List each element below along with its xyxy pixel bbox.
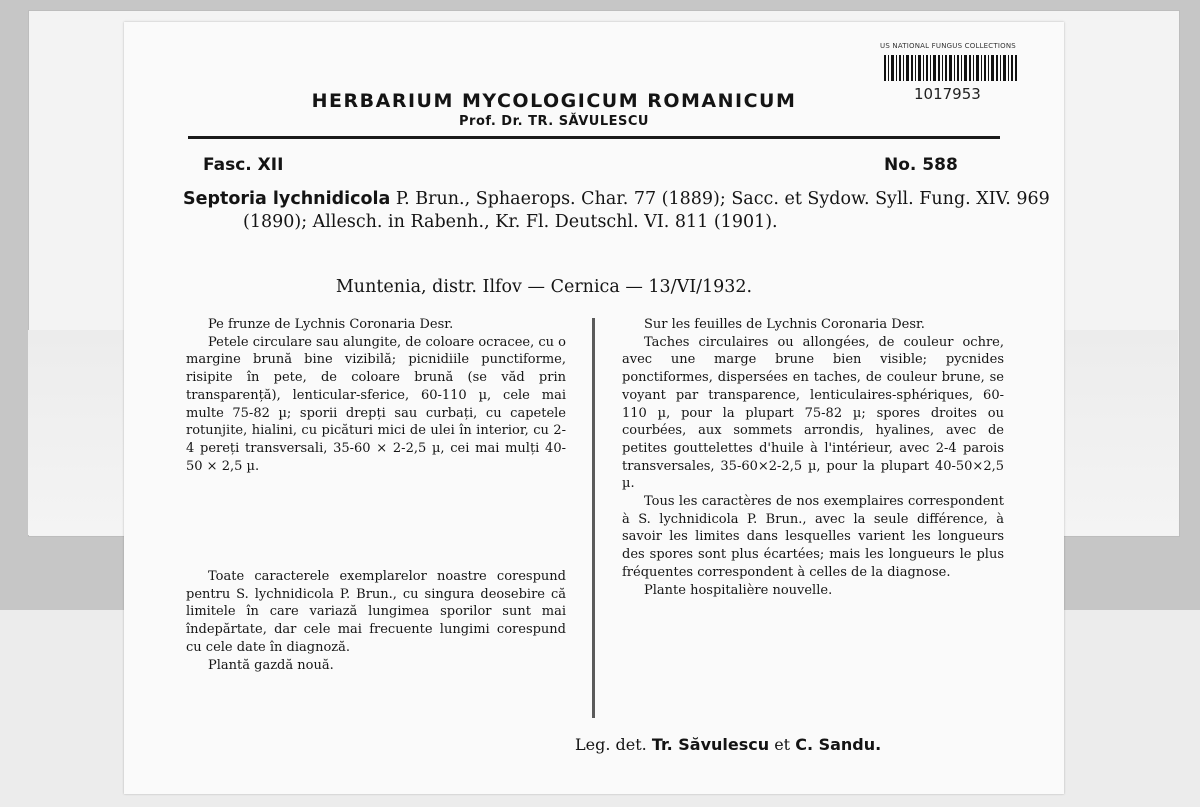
collectors-joiner: et (769, 735, 796, 754)
romanian-new-host: Plantă gazdă nouă. (208, 657, 334, 673)
fascicle-label: Fasc. XII (203, 155, 284, 175)
collectors-line (575, 735, 881, 754)
herbarium-title: HERBARIUM MYCOLOGICUM ROMANICUM (311, 90, 797, 112)
romanian-description (186, 316, 566, 475)
species-citation (183, 188, 1073, 234)
column-divider (592, 318, 595, 718)
barcode-icon (880, 53, 1020, 83)
collectors-prefix: Leg. det. (575, 735, 652, 754)
herbarium-director: Prof. Dr. TR. SĂVULESCU (459, 114, 649, 129)
romanian-remarks (186, 568, 566, 674)
locality: Muntenia, distr. Ilfov — Cernica — 13/VI/1932. (335, 277, 753, 297)
romanian-diagnosis: Petele circulare sau alungite, de coloare ocracee, cu o margine brună bine vizibilă; picnidiile punctiforme, risipite în pete, de coloare brună (se văd prin transparență), lenticular-sferice, 60-110 µ, cele mai multe 75-82 µ; sporii drepți sau curbați, cu capetele rotunjite, hialini, cu picături mici de ulei în interior, cu 2-4 pereți transversali, 35-60 × 2-2,5 µ, cei mai mulți 40-50 × 2,5 µ. (186, 334, 566, 474)
french-diagnosis: Taches circulaires ou allongées, de couleur ochre, avec une marge brune bien visible; pycnides ponctiformes, dispersées en taches, de couleur brune, se voyant par transparence, lenticulaires-sphériques, 60-110 µ, pour la plupart 75-82 µ; spores droites ou courbées, aux sommets arrondis, hyalines, avec de petites gouttelettes d'huile à l'intérieur, avec 2-4 parois transversales, 35-60×2-2,5 µ, pour la plupart 40-50×2,5 µ. (622, 334, 1004, 492)
species-name: Septoria lychnidicola (183, 189, 391, 209)
french-description (622, 316, 1004, 599)
collector-2: C. Sandu. (795, 735, 882, 754)
french-new-host: Plante hospitalière nouvelle. (644, 582, 833, 598)
french-host: Sur les feuilles de Lychnis Coronaria Desr. (644, 317, 925, 332)
species-reference: P. Brun., Sphaerops. Char. 77 (1889); Sacc. et Sydow. Syll. Fung. XIV. 969 (1890); Allesch. in Rabenh., Kr. Fl. Deutschl. VI. 811 (1901). (243, 189, 1050, 232)
romanian-remark: Toate caracterele exemplarelor noastre corespund pentru S. lychnidicola P. Brun., cu singura deosebire că limitele în care variază lungimea sporilor sunt mai îndepărtate, dar cele mai frecuente lungimi corespund cu cele date în diagnoză. (186, 569, 566, 655)
header-rule (188, 136, 1000, 139)
barcode-number: 1017953 (914, 85, 981, 103)
collector-1: Tr. Săvulescu (651, 735, 770, 754)
french-remark: Tous les caractères de nos exemplaires correspondent à S. lychnidicola P. Brun., avec la seule différence, à savoir les limites dans lesquelles varient les longueurs des spores sont plus écartées; mais les longueurs le plus fréquentes correspondent à celles de la diagnose. (622, 494, 1004, 580)
specimen-number: No. 588 (884, 155, 958, 175)
barcode-caption: US NATIONAL FUNGUS COLLECTIONS (880, 42, 1016, 50)
romanian-host: Pe frunze de Lychnis Coronaria Desr. (208, 317, 454, 332)
